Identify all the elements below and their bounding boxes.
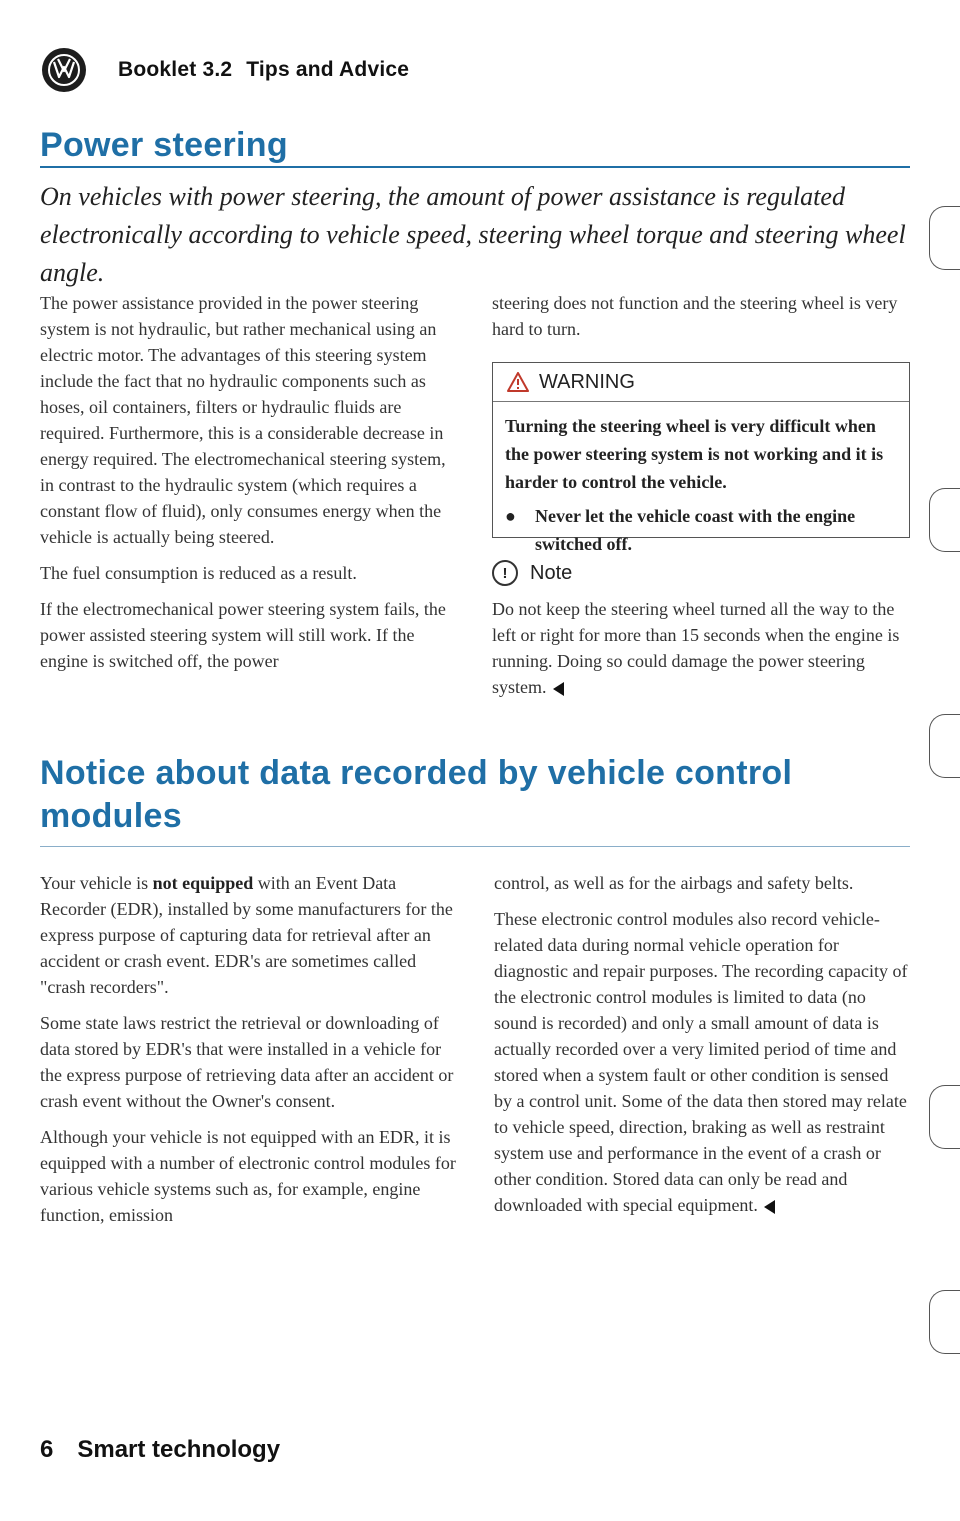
- title-rule: [40, 166, 910, 168]
- booklet-heading: [118, 58, 409, 82]
- left-column-data-notice: [40, 870, 460, 1238]
- body-paragraph: [494, 906, 910, 1218]
- section-title-power-steering: Power steering: [40, 126, 288, 164]
- warning-bullet-text: Never let the vehicle coast with the engine switched off.: [535, 506, 856, 554]
- thumb-tab: [929, 1290, 960, 1354]
- note-header: [492, 560, 572, 586]
- right-column-power-steering: [492, 290, 910, 352]
- booklet-label: Booklet 3.2: [118, 58, 233, 81]
- warning-label: WARNING: [539, 370, 635, 393]
- end-of-section-icon: [553, 682, 564, 696]
- right-column-data-notice: [494, 870, 910, 1228]
- page-header: [42, 48, 409, 92]
- page-number: 6: [40, 1436, 54, 1463]
- bold-text: not equipped: [152, 873, 254, 893]
- thumb-tab: [929, 488, 960, 552]
- text-run: with an Event Data Recorder (EDR), installed by some manufacturers for the express purpose of capturing data for retrieval after an accident or crash event. EDR's are sometimes called "crash recorders".: [40, 873, 453, 997]
- body-paragraph: Some state laws restrict the retrieval or downloading of data stored by EDR's that were installed in a vehicle for the express purpose of retrieving data after an accident or crash event without the Owner's consent.: [40, 1013, 454, 1111]
- warning-body: [493, 402, 909, 558]
- booklet-title: Tips and Advice: [246, 58, 410, 81]
- note-body: [492, 596, 910, 700]
- warning-bullet: [505, 502, 897, 558]
- section-title-line2: modules: [40, 796, 182, 835]
- footer-section-name: Smart technology: [77, 1436, 281, 1463]
- warning-triangle-icon: [507, 372, 529, 392]
- warning-header: [493, 363, 909, 402]
- intro-paragraph: On vehicles with power steering, the amount of power assistance is regulated electronically according to vehicle speed, steering wheel torque and steering wheel angle.: [40, 182, 906, 287]
- bullet-icon: ●: [505, 506, 516, 526]
- note-label: Note: [530, 561, 573, 584]
- text-run: These electronic control modules also record vehicle-related data during normal vehicle operation for diagnostic and repair purposes. The recording capacity of the electronic control modules is limited to data (no sound is recorded) and only a small amount of data is actually recorded over a very limited period of time and stored when a system fault or other condition is sensed by a control unit. Some of the data then stored may relate to vehicle speed, direction, braking as well as restraint system use and performance in the event of a crash or other condition. Stored data can only be read and downloaded with special equipment.: [494, 909, 908, 1215]
- body-paragraph: [40, 870, 460, 1000]
- end-of-section-icon: [764, 1200, 775, 1214]
- body-paragraph: control, as well as for the airbags and safety belts.: [494, 873, 854, 893]
- body-paragraph: The fuel consumption is reduced as a result.: [40, 563, 357, 583]
- body-paragraph: If the electromechanical power steering system fails, the power assisted steering system will still work. If the engine is switched off, the power: [40, 599, 446, 671]
- thumb-tab: [929, 714, 960, 778]
- body-paragraph: Although your vehicle is not equipped with an EDR, it is equipped with a number of electronic control modules for various vehicle systems such as, for example, engine function, emission: [40, 1127, 456, 1225]
- title-rule: [40, 846, 910, 847]
- warning-text: Turning the steering wheel is very difficult when the power steering system is not working and it is harder to control the vehicle.: [505, 416, 884, 492]
- body-paragraph: The power assistance provided in the power steering system is not hydraulic, but rather mechanical using an electric motor. The advantages of this steering system include the fact that no hydraulic components such as hoses, oil containers, filters or hydraulic fluids are required. Furthermore, this is a considerable decrease in energy required. The electromechanical steering system, in contrast to the hydraulic system (which requires a constant flow of fluid), only consumes energy when the vehicle is actually being steered.: [40, 293, 446, 547]
- note-icon: !: [492, 560, 518, 586]
- thumb-tab: [929, 206, 960, 270]
- left-column-power-steering: [40, 290, 460, 684]
- page-footer: [40, 1436, 280, 1464]
- note-text: Do not keep the steering wheel turned all the way to the left or right for more than 15 seconds when the engine is running. Doing so could damage the power steering system.: [492, 599, 900, 697]
- section-title-line1: Notice about data recorded by vehicle control: [40, 754, 793, 792]
- text-run: Your vehicle is: [40, 873, 153, 893]
- body-paragraph: steering does not function and the steering wheel is very hard to turn.: [492, 293, 898, 339]
- thumb-tab: [929, 1085, 960, 1149]
- section-title-data-notice: [40, 752, 920, 837]
- vw-logo-icon: [42, 48, 86, 92]
- warning-box: [492, 362, 910, 554]
